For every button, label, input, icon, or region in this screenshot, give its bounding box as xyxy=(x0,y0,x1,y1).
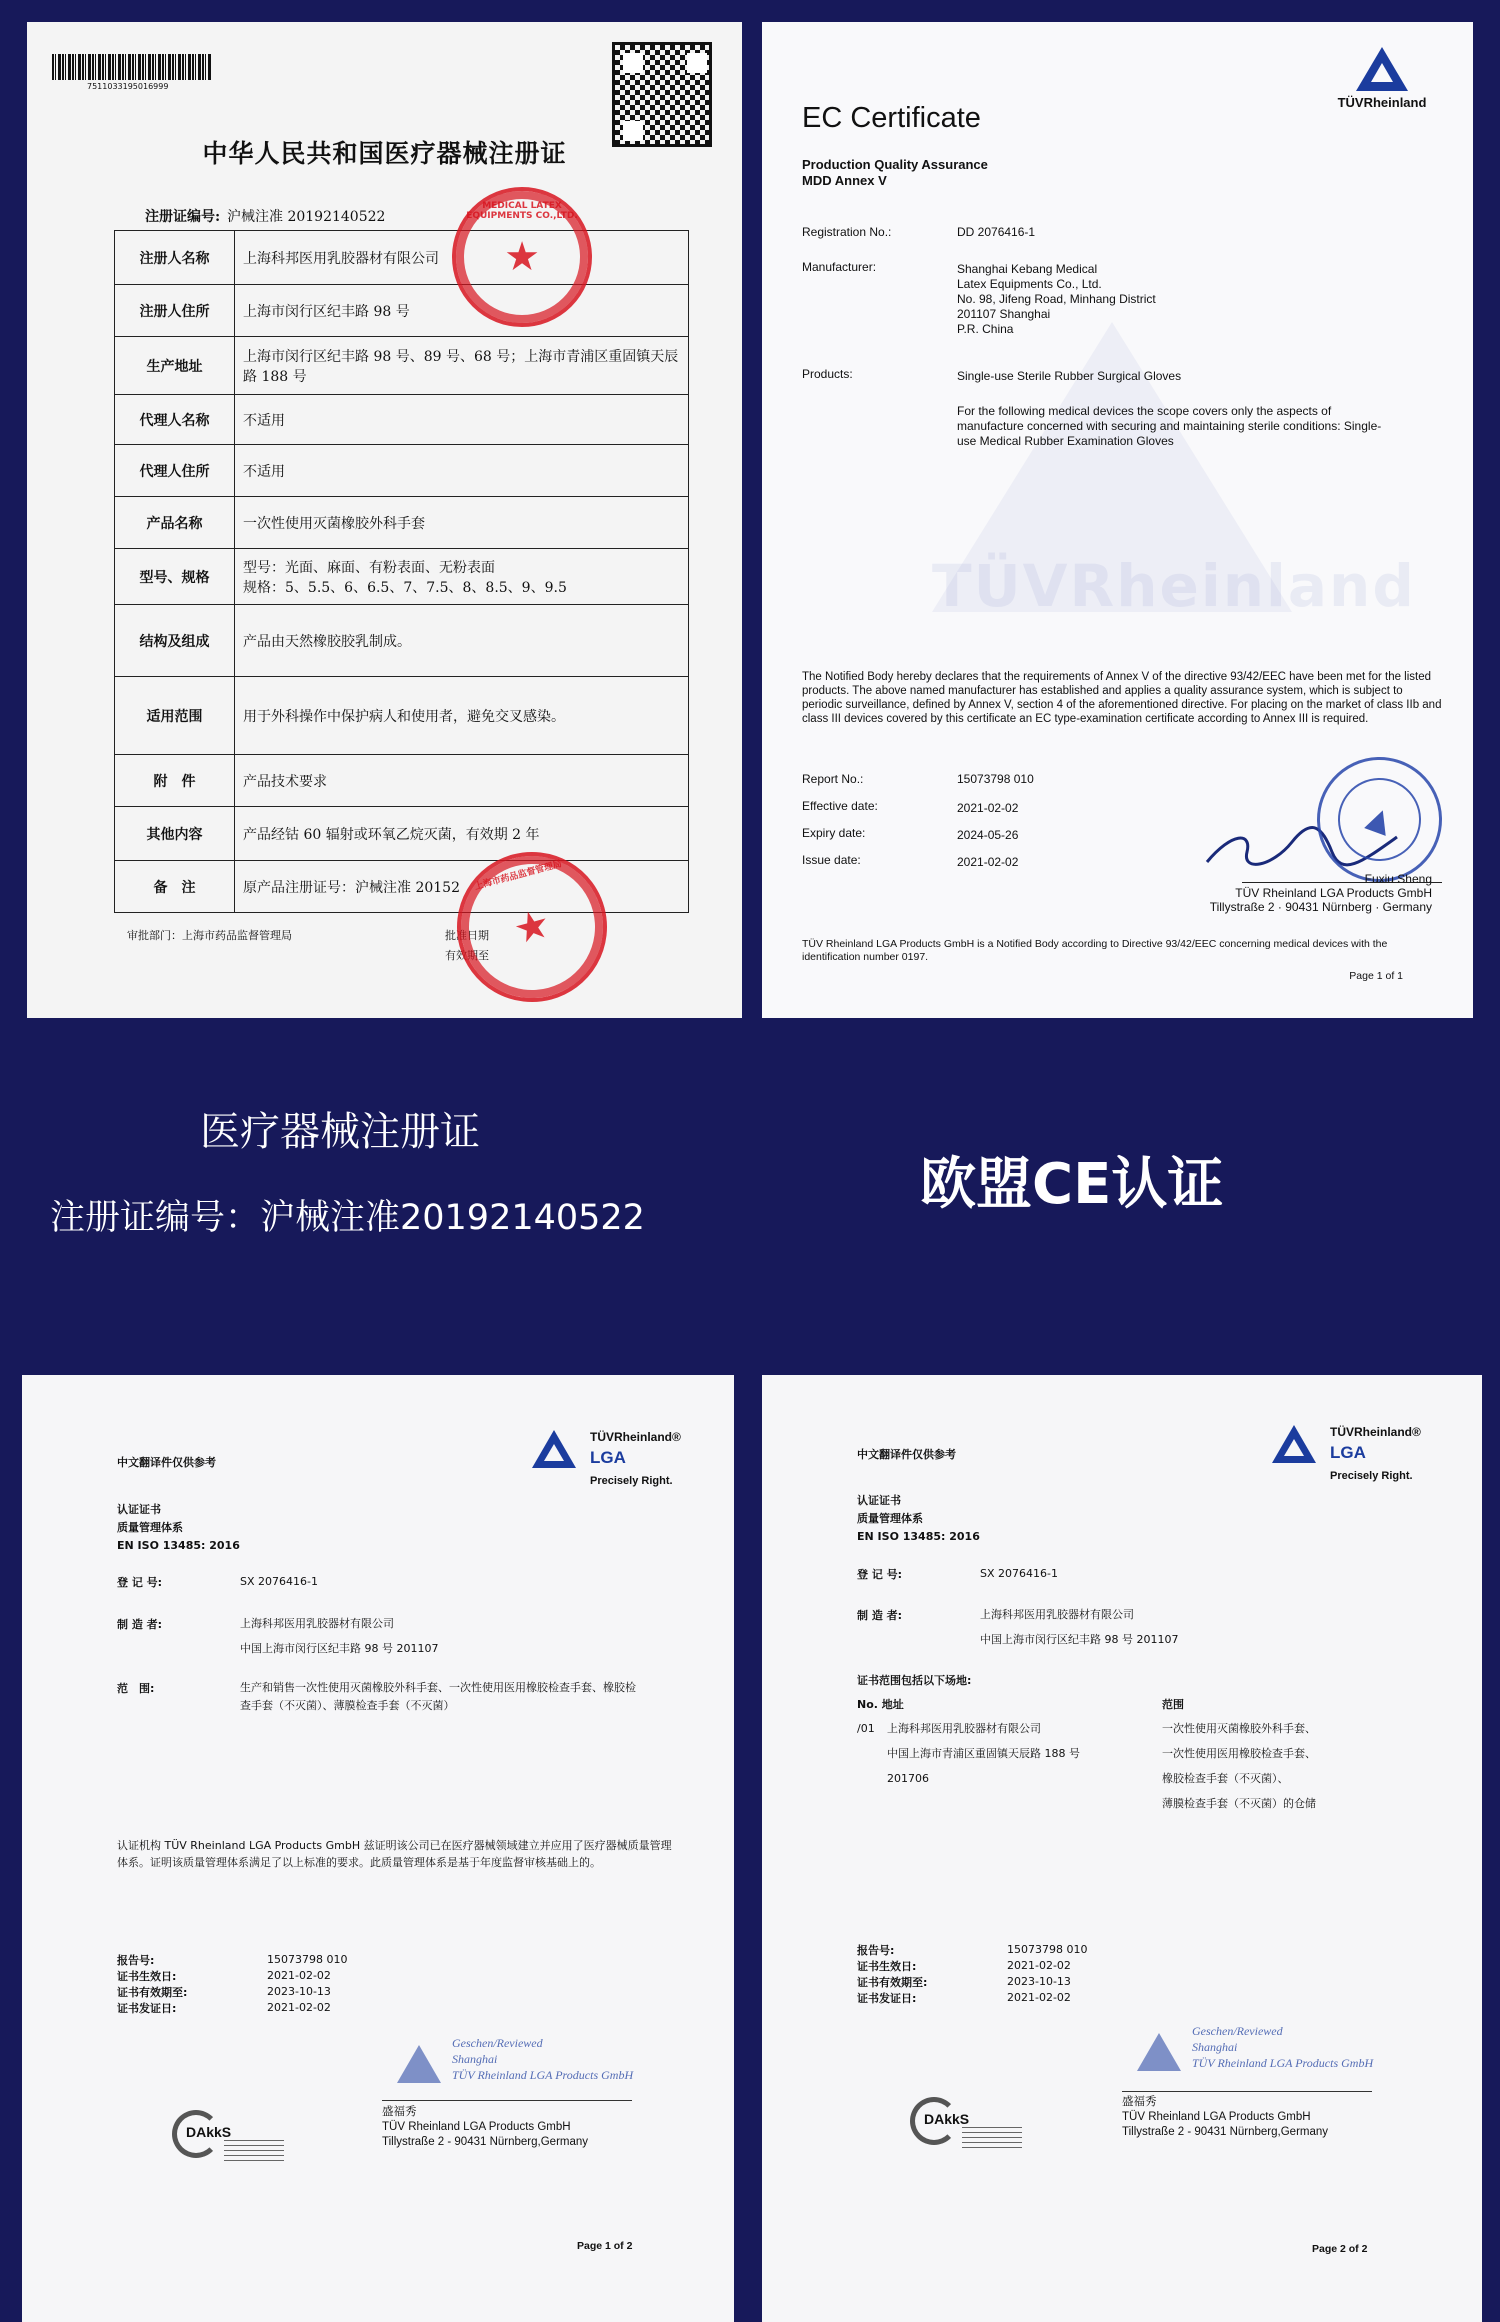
reviewed-line: TÜV Rheinland LGA Products GmbH xyxy=(1192,2056,1374,2070)
row-value: 上海市闵行区纪丰路 98 号、89 号、68 号；上海市青浦区重固镇天辰路 188 号 xyxy=(235,337,689,395)
signer-address: Tillystraße 2 · 90431 Nürnberg · Germany xyxy=(1209,900,1432,914)
mfr-label: 制 造 者: xyxy=(857,1609,903,1622)
dakks-text: DAkkS xyxy=(924,2111,970,2127)
iso-certificate-page-2 xyxy=(762,1375,1482,2322)
reg-no-value: 沪械注准 20192140522 xyxy=(227,209,386,225)
expiry-value: 2023-10-13 xyxy=(267,1985,331,1998)
row-value-2: 规格：5、5.5、6、6.5、7、7.5、8、8.5、9、9.5 xyxy=(243,579,567,596)
valid-until-label: 有效期至 xyxy=(445,949,489,962)
issue-value: 2021-02-02 xyxy=(267,2001,331,2014)
row-value: 一次性使用灭菌橡胶外科手套 xyxy=(235,497,689,549)
reviewed-stamp xyxy=(1137,2023,1374,2093)
address-line: 201107 Shanghai xyxy=(957,307,1051,321)
reg-value: SX 2076416-1 xyxy=(240,1575,318,1588)
site-address: 中国上海市青浦区重固镇天辰路 188 号 xyxy=(887,1747,1080,1760)
qr-code xyxy=(612,42,712,147)
certificate-title: 中华人民共和国医疗器械注册证 xyxy=(202,139,567,168)
row-value: 产品技术要求 xyxy=(235,755,689,807)
tuv-triangle-icon xyxy=(397,2045,441,2083)
reviewed-stamp xyxy=(397,2035,634,2105)
reviewed-line: TÜV Rheinland LGA Products GmbH xyxy=(452,2068,634,2082)
site-name: 上海科邦医用乳胶器材有限公司 xyxy=(887,1722,1041,1735)
dakks-subtext xyxy=(224,2140,284,2164)
expiry-label: Expiry date: xyxy=(802,826,866,840)
report-value: 15073798 010 xyxy=(267,1953,348,1966)
certificate-title: EC Certificate xyxy=(802,102,981,134)
signer-block xyxy=(1122,2095,1328,2140)
watermark-text: TÜVRheinland xyxy=(932,552,1416,620)
table-row xyxy=(115,337,689,395)
site-scope-2: 一次性使用医用橡胶检查手套、 xyxy=(1162,1747,1316,1760)
row-key: 其他内容 xyxy=(115,807,235,861)
effective-value: 2021-02-02 xyxy=(267,1969,331,1982)
tuv-stamp-triangle-icon: ▲ xyxy=(1326,766,1433,873)
expiry-label: 证书有效期至: xyxy=(117,1986,188,1999)
row-key: 结构及组成 xyxy=(115,605,235,677)
signer-org: TÜV Rheinland LGA Products GmbH xyxy=(1122,2111,1311,2123)
system-name: 质量管理体系 xyxy=(117,1521,183,1534)
expiry-value: 2023-10-13 xyxy=(1007,1975,1071,1988)
barcode xyxy=(52,54,212,80)
dakks-text: DAkkS xyxy=(186,2124,232,2140)
reg-label: 登 记 号: xyxy=(117,1576,163,1589)
iso-certificate-page-1 xyxy=(22,1375,734,2322)
col-scope: 范围 xyxy=(1162,1698,1184,1711)
products-label: Products: xyxy=(802,367,853,381)
barcode-number: 7511033195016999 xyxy=(87,82,169,91)
table-row xyxy=(115,445,689,497)
declaration-text: The Notified Body hereby declares that the requirements of Annex V of the directive 93/42/EEC have been met for the listed products. The above named manufacturer has established and applies a quality assurance system, which is subject to periodic surveillance, defined by Annex V, section 4 of the aforementioned directive. For placing on the market of class IIb and class III devices covered by this certificate an EC type-examination certificate according to Annex III is required. xyxy=(802,671,1442,725)
subtitle-line: MDD Annex V xyxy=(802,173,887,188)
dakks-logo xyxy=(172,2110,292,2170)
subtitle-line: Production Quality Assurance xyxy=(802,157,988,172)
reviewed-text xyxy=(1192,2023,1373,2071)
row-value: 型号：光面、麻面、有粉表面、无粉表面 xyxy=(243,559,495,576)
row-key: 生产地址 xyxy=(115,337,235,395)
products-note: For the following medical devices the scope covers only the aspects of manufacture concerned with securing and maintaining sterile conditions: Single-use Medical Rubber Examination Gloves xyxy=(957,404,1382,448)
table-row xyxy=(115,755,689,807)
scope-value: 生产和销售一次性使用灭菌橡胶外科手套、一次性使用医用橡胶检查手套、橡胶检查手套（不灭菌）、薄膜检查手套（不灭菌） xyxy=(240,1681,636,1712)
row-key: 附 件 xyxy=(115,755,235,807)
registration-label: Registration No.: xyxy=(802,225,892,239)
signer-block xyxy=(382,2105,588,2150)
issue-label: Issue date: xyxy=(802,853,861,867)
signer-address: Tillystraße 2 - 90431 Nürnberg,Germany xyxy=(382,2136,589,2148)
tuv-brand: TÜVRheinland® xyxy=(1330,1425,1421,1439)
star-icon: ★ xyxy=(504,234,540,280)
company-seal xyxy=(452,187,592,327)
site-scope-4: 薄膜检查手套（不灭菌）的仓储 xyxy=(1162,1797,1316,1810)
address-line: No. 98, Jifeng Road, Minhang District xyxy=(957,292,1156,306)
col-no-address: No. 地址 xyxy=(857,1698,904,1711)
products-value: Single-use Sterile Rubber Surgical Gloves xyxy=(957,369,1182,383)
page-number: Page 1 of 2 xyxy=(577,2240,633,2252)
report-label: 报告号: xyxy=(117,1954,155,1967)
registration-caption-title: 医疗器械注册证 xyxy=(200,1109,480,1155)
certification-statement: 认证机构 TÜV Rheinland LGA Products GmbH 兹证明该公司已在医疗器械领域建立并应用了医疗器械质量管理体系。证明该质量管理体系满足了以上标准的要求。此质量管理体系是基于年度监督审核基础上的。 xyxy=(117,1839,672,1869)
cert-title: 认证证书 xyxy=(117,1503,161,1516)
row-key: 代理人住所 xyxy=(115,445,235,497)
row-value-cell xyxy=(235,549,689,605)
registration-caption-number: 注册证编号：沪械注准20192140522 xyxy=(50,1198,645,1238)
address-line: P.R. China xyxy=(957,322,1014,336)
row-key: 注册人名称 xyxy=(115,231,235,285)
system-name: 质量管理体系 xyxy=(857,1512,923,1525)
table-row xyxy=(115,497,689,549)
seal-text: MEDICAL LATEX EQUIPMENTS CO.,LTD. xyxy=(466,201,578,221)
translation-note: 中文翻译件仅供参考 xyxy=(117,1456,216,1469)
report-label: 报告号: xyxy=(857,1944,895,1957)
signer-name: Fuxiu Sheng xyxy=(1364,872,1432,886)
address-line: Latex Equipments Co., Ltd. xyxy=(957,277,1102,291)
expiry-label: 证书有效期至: xyxy=(857,1976,928,1989)
issue-label: 证书发证日: xyxy=(117,2002,177,2015)
reviewed-line: Shanghai xyxy=(1192,2040,1238,2054)
row-value: 上海市闵行区纪丰路 98 号 xyxy=(235,285,689,337)
row-value: 不适用 xyxy=(235,445,689,497)
approval-authority: 审批部门：上海市药品监督管理局 xyxy=(127,929,292,942)
signer-org: TÜV Rheinland LGA Products GmbH xyxy=(382,2121,571,2133)
expiry-value: 2024-05-26 xyxy=(957,828,1019,842)
row-value: 产品经钴 60 辐射或环氧乙烷灭菌，有效期 2 年 xyxy=(235,807,689,861)
tuv-logo-text: TÜVRheinland xyxy=(1337,95,1427,110)
manufacturer-value xyxy=(957,262,1437,337)
address-line: Shanghai Kebang Medical xyxy=(957,262,1098,276)
dakks-subtext xyxy=(962,2127,1022,2151)
row-key: 型号、规格 xyxy=(115,549,235,605)
effective-value: 2021-02-02 xyxy=(1007,1959,1071,1972)
mfr-address: 中国上海市闵行区纪丰路 98 号 201107 xyxy=(240,1642,439,1655)
signature-line xyxy=(382,2100,632,2101)
tuv-triangle-icon xyxy=(532,1430,576,1468)
signer-name: 盛福秀 xyxy=(382,2106,417,2118)
tuv-lga-logo xyxy=(532,1430,712,1500)
translation-note: 中文翻译件仅供参考 xyxy=(857,1448,956,1461)
row-key: 适用范围 xyxy=(115,677,235,755)
report-value: 15073798 010 xyxy=(1007,1943,1088,1956)
seal-text: 上海市药品监督管理局 xyxy=(473,859,564,893)
effective-label: 证书生效日: xyxy=(117,1970,177,1983)
reviewed-line: Geschen/Reviewed xyxy=(452,2036,543,2050)
dakks-logo xyxy=(910,2097,1030,2157)
signature-line xyxy=(1242,882,1442,883)
row-key: 备 注 xyxy=(115,861,235,913)
report-label: Report No.: xyxy=(802,772,864,786)
row-value: 上海科邦医用乳胶器材有限公司 xyxy=(235,231,689,285)
effective-label: 证书生效日: xyxy=(857,1960,917,1973)
table-row xyxy=(115,677,689,755)
standard: EN ISO 13485: 2016 xyxy=(117,1539,240,1552)
registration-table xyxy=(114,230,689,913)
reviewed-line: Geschen/Reviewed xyxy=(1192,2024,1283,2038)
signer-name: 盛福秀 xyxy=(1122,2096,1157,2108)
mfr-address: 中国上海市闵行区纪丰路 98 号 201107 xyxy=(980,1633,1179,1646)
issue-label: 证书发证日: xyxy=(857,1992,917,2005)
signature-line xyxy=(1122,2091,1372,2092)
manufacturer-label: Manufacturer: xyxy=(802,260,877,274)
site-scope-3: 橡胶检查手套（不灭菌）、 xyxy=(1162,1772,1289,1785)
mfr-name: 上海科邦医用乳胶器材有限公司 xyxy=(980,1608,1134,1621)
scope-label: 范 围: xyxy=(117,1682,155,1695)
site-scope-1: 一次性使用灭菌橡胶外科手套、 xyxy=(1162,1722,1316,1735)
star-icon: ★ xyxy=(508,900,556,954)
approval-date-label: 批准日期 xyxy=(445,929,489,942)
certificate-subtitle xyxy=(802,157,988,189)
reg-value: SX 2076416-1 xyxy=(980,1567,1058,1580)
table-row xyxy=(115,807,689,861)
tuv-lga-logo xyxy=(1272,1425,1462,1495)
cert-title: 认证证书 xyxy=(857,1494,901,1507)
row-key: 产品名称 xyxy=(115,497,235,549)
issue-value: 2021-02-02 xyxy=(957,855,1019,869)
reviewed-line: Shanghai xyxy=(452,2052,498,2066)
row-key: 代理人名称 xyxy=(115,395,235,445)
row-value: 用于外科操作中保护病人和使用者，避免交叉感染。 xyxy=(235,677,689,755)
row-value: 产品由天然橡胶胶乳制成。 xyxy=(235,605,689,677)
tuv-triangle-icon xyxy=(1272,1425,1316,1463)
mfr-name: 上海科邦医用乳胶器材有限公司 xyxy=(240,1617,394,1630)
row-value: 原产品注册证号：沪械注准 20152 xyxy=(235,861,689,913)
tuv-triangle-icon xyxy=(1356,47,1408,91)
effective-value: 2021-02-02 xyxy=(957,801,1019,815)
sites-intro: 证书范围包括以下场地: xyxy=(857,1674,972,1687)
page-number: Page 1 of 1 xyxy=(1349,970,1403,982)
tuv-logo xyxy=(1317,47,1447,110)
tuv-triangle-icon xyxy=(1137,2033,1181,2071)
reviewed-text xyxy=(452,2035,633,2083)
site-zip: 201706 xyxy=(887,1772,929,1785)
registration-certificate xyxy=(27,22,742,1018)
table-row xyxy=(115,285,689,337)
report-value: 15073798 010 xyxy=(957,772,1034,786)
ce-caption: 欧盟CE认证 xyxy=(920,1152,1224,1217)
lga-brand: LGA xyxy=(590,1448,626,1467)
signer-block xyxy=(1192,872,1432,914)
mfr-label: 制 造 者: xyxy=(117,1618,163,1631)
slogan: Precisely Right. xyxy=(590,1475,673,1487)
reg-label: 登 记 号: xyxy=(857,1568,903,1581)
notified-body-note: TÜV Rheinland LGA Products GmbH is a Notified Body according to Directive 93/42/EEC concerning medical devices with the identification number 0197. xyxy=(802,938,1388,963)
ec-certificate xyxy=(762,22,1473,1018)
page-number: Page 2 of 2 xyxy=(1312,2243,1368,2255)
signer-address: Tillystraße 2 - 90431 Nürnberg,Germany xyxy=(1122,2126,1329,2138)
effective-label: Effective date: xyxy=(802,799,878,813)
table-row xyxy=(115,395,689,445)
reg-no-label: 注册证编号: xyxy=(145,209,221,225)
tuv-brand: TÜVRheinland® xyxy=(590,1430,681,1444)
slogan: Precisely Right. xyxy=(1330,1470,1413,1482)
site-no: /01 xyxy=(857,1722,875,1735)
signer-org: TÜV Rheinland LGA Products GmbH xyxy=(1235,886,1432,900)
table-row xyxy=(115,605,689,677)
lga-brand: LGA xyxy=(1330,1443,1366,1462)
row-value: 不适用 xyxy=(235,395,689,445)
table-row xyxy=(115,231,689,285)
standard: EN ISO 13485: 2016 xyxy=(857,1530,980,1543)
table-row xyxy=(115,549,689,605)
registration-value: DD 2076416-1 xyxy=(957,225,1036,239)
row-key: 注册人住所 xyxy=(115,285,235,337)
issue-value: 2021-02-02 xyxy=(1007,1991,1071,2004)
